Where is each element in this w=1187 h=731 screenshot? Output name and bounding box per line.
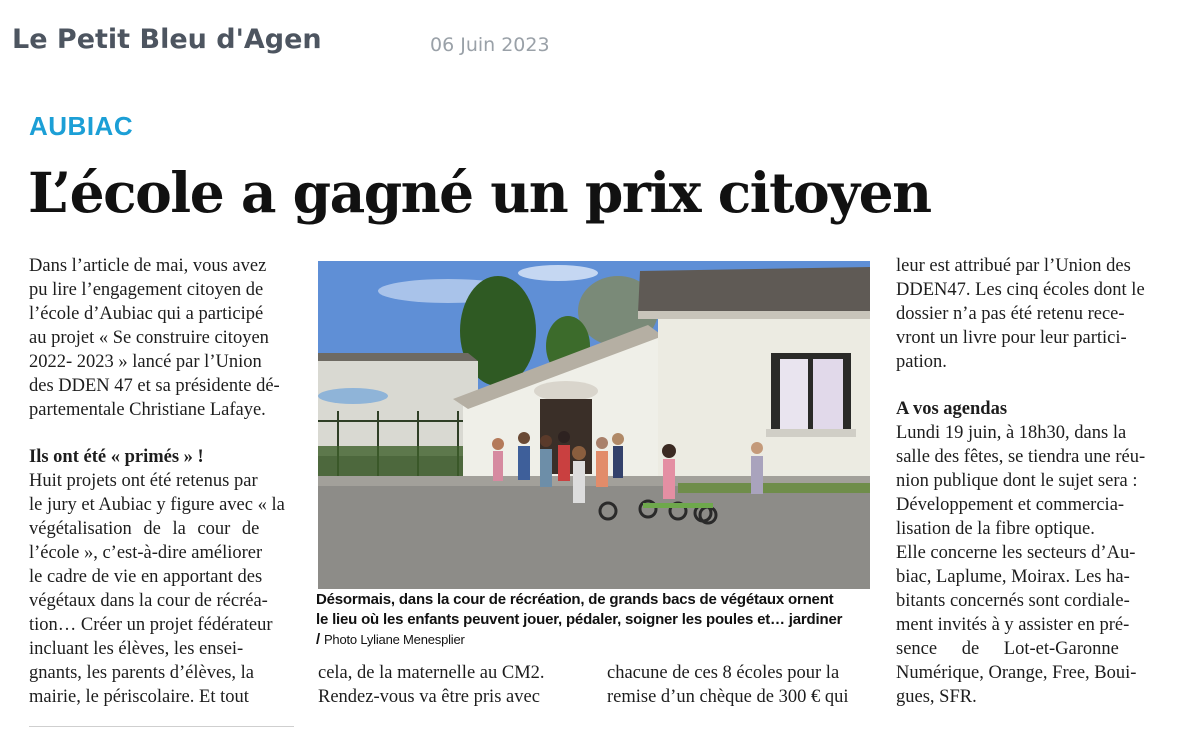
text-line: Elle concerne les secteurs d’Au-: [896, 543, 1136, 563]
text-line: tion… Créer un projet fédérateur: [29, 615, 273, 635]
text-line: 2022- 2023 » lancé par l’Union: [29, 352, 262, 372]
text-line: DDEN47. Les cinq écoles dont le: [896, 280, 1145, 300]
text-line: Huit projets ont été retenus par: [29, 471, 258, 491]
subheading-primes: Ils ont été « primés » !: [29, 447, 204, 467]
text-line: végétaux dans la cour de récréa-: [29, 591, 268, 611]
article-headline: L’école a gagné un prix citoyen: [28, 160, 931, 225]
text-line: bitants concernés sont cordiale-: [896, 591, 1130, 611]
text-line: le cadre de vie en apportant des: [29, 567, 263, 587]
paragraph: [896, 254, 1161, 374]
text-line: gues, SFR.: [896, 687, 977, 707]
schoolyard-photo: [318, 261, 870, 589]
text-line: gnants, les parents d’élèves, la: [29, 663, 255, 683]
text-line: pation.: [896, 352, 947, 372]
column-2b: [607, 661, 872, 709]
text-line: Lundi 19 juin, à 18h30, dans la: [896, 423, 1127, 443]
text-line: cela, de la maternelle au CM2.: [318, 663, 545, 683]
text-line: incluant les élèves, les ensei-: [29, 639, 244, 659]
text-line: salle des fêtes, se tiendra une réu-: [896, 447, 1146, 467]
text-line: le jury et Aubiac y figure avec « la: [29, 495, 285, 515]
text-line: sence de Lot-et-Garonne: [896, 639, 1119, 659]
text-line: Développement et commercia-: [896, 495, 1125, 515]
text-line: Dans l’article de mai, vous avez: [29, 256, 267, 276]
text-line: l’école », c’est-à-dire améliorer: [29, 543, 263, 563]
photo-caption: [316, 590, 876, 650]
text-line: végétalisation de la cour de: [29, 519, 260, 539]
text-line: chacune de ces 8 écoles pour la: [607, 663, 840, 683]
text-line: biac, Laplume, Moirax. Les ha-: [896, 567, 1130, 587]
column-2a: [318, 661, 593, 709]
caption-line: Désormais, dans la cour de récréation, de grands bacs de végétaux ornent: [316, 591, 834, 608]
caption-credit-line: [316, 630, 876, 650]
text-line: vront un livre pour leur partici-: [896, 328, 1127, 348]
text-line: l’école d’Aubiac qui a participé: [29, 304, 264, 324]
text-line: ment invités à y assister en pré-: [896, 615, 1130, 635]
text-line: lisation de la fibre optique.: [896, 519, 1095, 539]
paragraph: [896, 421, 1161, 709]
column-3: [896, 254, 1161, 709]
text-line: mairie, le périscolaire. Et tout: [29, 687, 249, 707]
text-line: Rendez-vous va être pris avec: [318, 687, 540, 707]
paragraph: [29, 254, 294, 422]
text-line: Numérique, Orange, Free, Boui-: [896, 663, 1137, 683]
text-line: des DDEN 47 et sa présidente dé-: [29, 376, 280, 396]
article-kicker: AUBIAC: [29, 111, 134, 141]
text-line: remise d’un chèque de 300 € qui: [607, 687, 849, 707]
text-line: nion publique dont le sujet sera :: [896, 471, 1138, 491]
text-line: dossier n’a pas été retenu rece-: [896, 304, 1125, 324]
caption-line: le lieu où les enfants peuvent jouer, pédaler, soigner les poules et… jardiner: [316, 611, 843, 628]
publication-date: 06 Juin 2023: [430, 34, 550, 56]
column-divider: [29, 726, 294, 727]
column-1: [29, 254, 294, 709]
text-line: leur est attribué par l’Union des: [896, 256, 1131, 276]
subheading-agendas: A vos agendas: [896, 399, 1008, 419]
photo-credit: Photo Lyliane Menesplier: [323, 632, 465, 647]
text-line: partementale Christiane Lafaye.: [29, 400, 266, 420]
caption-slash: /: [316, 631, 320, 648]
publication-name: Le Petit Bleu d'Agen: [12, 24, 322, 55]
text-line: pu lire l’engagement citoyen de: [29, 280, 264, 300]
paragraph: [29, 469, 294, 709]
text-line: au projet « Se construire citoyen: [29, 328, 269, 348]
